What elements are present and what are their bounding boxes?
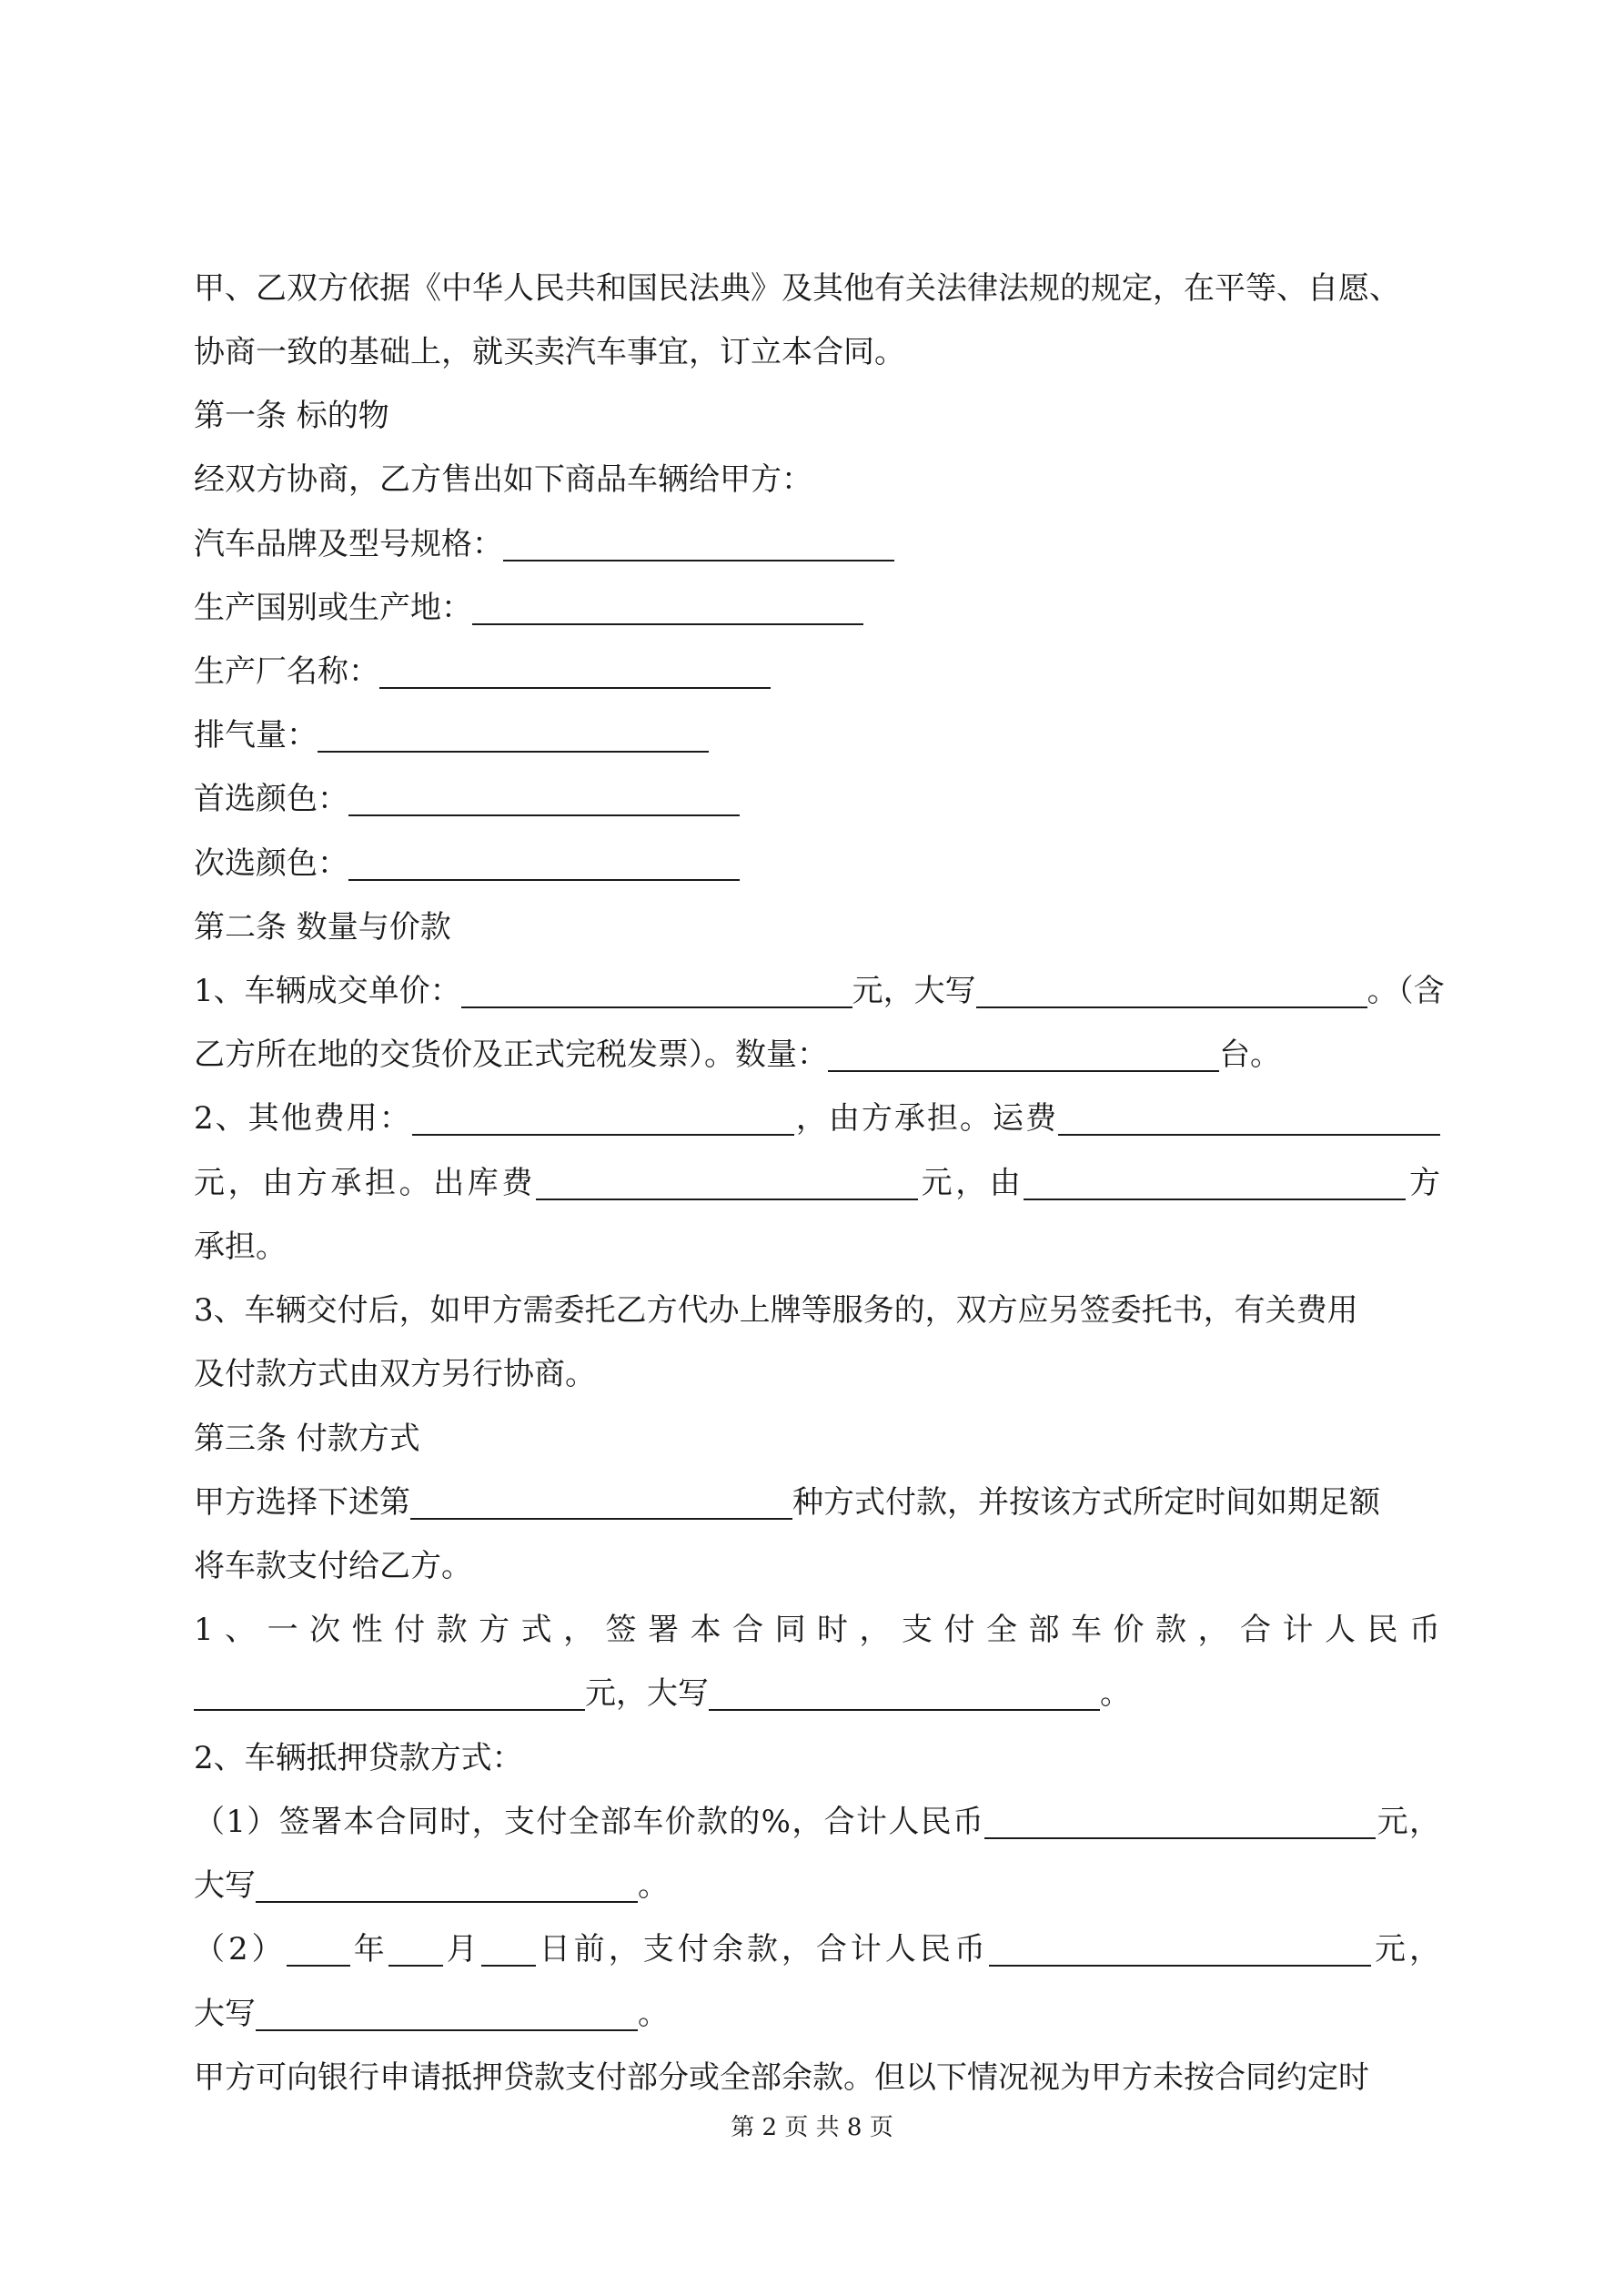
field-label: 汽车品牌及型号规格： <box>194 526 503 562</box>
line-text: 3、车辆交付后，如甲方需委托乙方代办上牌等服务的，双方应另签委托书，有关费用 <box>194 1292 1358 1329</box>
line-text: 协商一致的基础上，就买卖汽车事宜，订立本合同。 <box>194 334 905 370</box>
form-field-line <box>194 512 1440 576</box>
line-text: 。（含 <box>1367 973 1445 1009</box>
line-text: 甲、乙双方依据《中华人民共和国民法典》及其他有关法律法规的规定，在平等、自愿、 <box>194 270 1400 307</box>
paragraph-line <box>194 1342 1440 1406</box>
fill-blank <box>828 1034 1219 1072</box>
line-text: 及付款方式由双方另行协商。 <box>194 1356 596 1392</box>
field-label: 次选颜色： <box>194 845 348 882</box>
paragraph-line <box>194 257 1440 320</box>
line-text: 大写 <box>194 1996 256 2032</box>
paragraph-line <box>194 1087 1440 1150</box>
paragraph-line <box>194 1982 1440 2046</box>
paragraph-line <box>194 320 1440 384</box>
paragraph-line <box>194 1471 1440 1534</box>
paragraph-line <box>194 1726 1440 1790</box>
fill-blank <box>976 970 1367 1008</box>
line-text: 元， <box>1376 1804 1440 1840</box>
fill-blank <box>503 523 894 561</box>
line-text: 第三条 付款方式 <box>194 1421 420 1457</box>
line-text: （2） <box>194 1931 287 1967</box>
field-label: 首选颜色： <box>194 781 348 817</box>
fill-blank <box>256 1993 638 2031</box>
line-text: 元，大写 <box>852 973 976 1009</box>
paragraph-line <box>194 1662 1440 1725</box>
line-text: 1、车辆成交单价： <box>194 973 461 1009</box>
line-text: 。 <box>1100 1675 1131 1712</box>
form-field-line <box>194 640 1440 703</box>
paragraph-line <box>194 448 1440 511</box>
field-label: 生产厂名称： <box>194 653 379 690</box>
line-text: 。 <box>638 1867 669 1904</box>
paragraph-line <box>194 959 1445 1023</box>
line-text: 将车款支付给乙方。 <box>194 1548 472 1584</box>
line-text: 第二条 数量与价款 <box>194 909 451 946</box>
fill-blank <box>472 587 863 625</box>
form-field-line <box>194 767 1440 831</box>
line-text: 乙方所在地的交货价及正式完税发票）。数量： <box>194 1037 828 1073</box>
line-text: 经双方协商，乙方售出如下商品车辆给甲方： <box>194 461 812 498</box>
line-text: 1、一次性付款方式，签署本合同时，支付全部车价款，合计人民币 <box>194 1612 1440 1648</box>
line-text: 年 <box>349 1931 388 1967</box>
line-text: 元，大写 <box>585 1675 709 1712</box>
page-number-footer: 第 2 页 共 8 页 <box>731 2114 893 2141</box>
fill-blank <box>287 1928 350 1967</box>
paragraph-line <box>194 1598 1440 1662</box>
line-text: 元，由 <box>918 1165 1024 1201</box>
line-text: 2、车辆抵押贷款方式： <box>194 1740 523 1776</box>
fill-blank <box>989 1928 1371 1967</box>
form-field-line <box>194 832 1440 895</box>
line-text: 第一条 标的物 <box>194 398 389 434</box>
fill-blank <box>348 843 740 881</box>
paragraph-line <box>194 1534 1440 1598</box>
paragraph-line <box>194 1151 1440 1215</box>
fill-blank <box>536 1162 918 1200</box>
line-text: 台。 <box>1219 1037 1281 1073</box>
fill-blank <box>481 1928 536 1967</box>
fill-blank <box>461 970 852 1008</box>
fill-blank <box>984 1801 1376 1839</box>
line-text: 大写 <box>194 1867 256 1904</box>
paragraph-line <box>194 1790 1440 1854</box>
fill-blank <box>388 1928 443 1967</box>
fill-blank <box>379 651 771 689</box>
paragraph-line <box>194 1279 1440 1342</box>
line-text: 日前，支付余款，合计人民币 <box>535 1931 989 1967</box>
article-heading <box>194 1407 1440 1471</box>
form-field-line <box>194 576 1440 640</box>
line-text: 承担。 <box>194 1229 287 1265</box>
line-text: 2、其他费用： <box>194 1100 412 1137</box>
fill-blank <box>348 778 740 816</box>
fill-blank <box>256 1865 638 1903</box>
fill-blank <box>709 1673 1100 1711</box>
field-label: 生产国别或生产地： <box>194 590 472 626</box>
line-text: 元， <box>1370 1931 1440 1967</box>
line-text: 月 <box>442 1931 481 1967</box>
paragraph-line <box>194 1854 1440 1917</box>
line-text: （1）签署本合同时，支付全部车价款的%，合计人民币 <box>194 1804 985 1840</box>
field-label: 排气量： <box>194 717 318 754</box>
fill-blank <box>412 1097 794 1136</box>
fill-blank <box>1058 1097 1440 1136</box>
article-heading <box>194 895 1440 959</box>
paragraph-line <box>194 2046 1440 2109</box>
line-text: 甲方选择下述第 <box>194 1484 410 1521</box>
paragraph-line <box>194 1917 1440 1981</box>
fill-blank <box>318 714 709 753</box>
paragraph-line <box>194 1215 1440 1279</box>
line-text: 种方式付款，并按该方式所定时间如期足额 <box>792 1484 1380 1521</box>
line-text: 方 <box>1406 1165 1441 1201</box>
fill-blank <box>194 1673 585 1711</box>
paragraph-line <box>194 1023 1440 1087</box>
fill-blank <box>1024 1162 1406 1200</box>
article-heading <box>194 384 1440 448</box>
line-text: 元，由方承担。出库费 <box>194 1165 536 1201</box>
line-text: 甲方可向银行申请抵押贷款支付部分或全部余款。但以下情况视为甲方未按合同约定时 <box>194 2059 1369 2096</box>
form-field-line <box>194 703 1440 767</box>
fill-blank <box>410 1482 792 1520</box>
line-text: ，由方承担。运费 <box>793 1100 1058 1137</box>
line-text: 。 <box>638 1996 669 2032</box>
